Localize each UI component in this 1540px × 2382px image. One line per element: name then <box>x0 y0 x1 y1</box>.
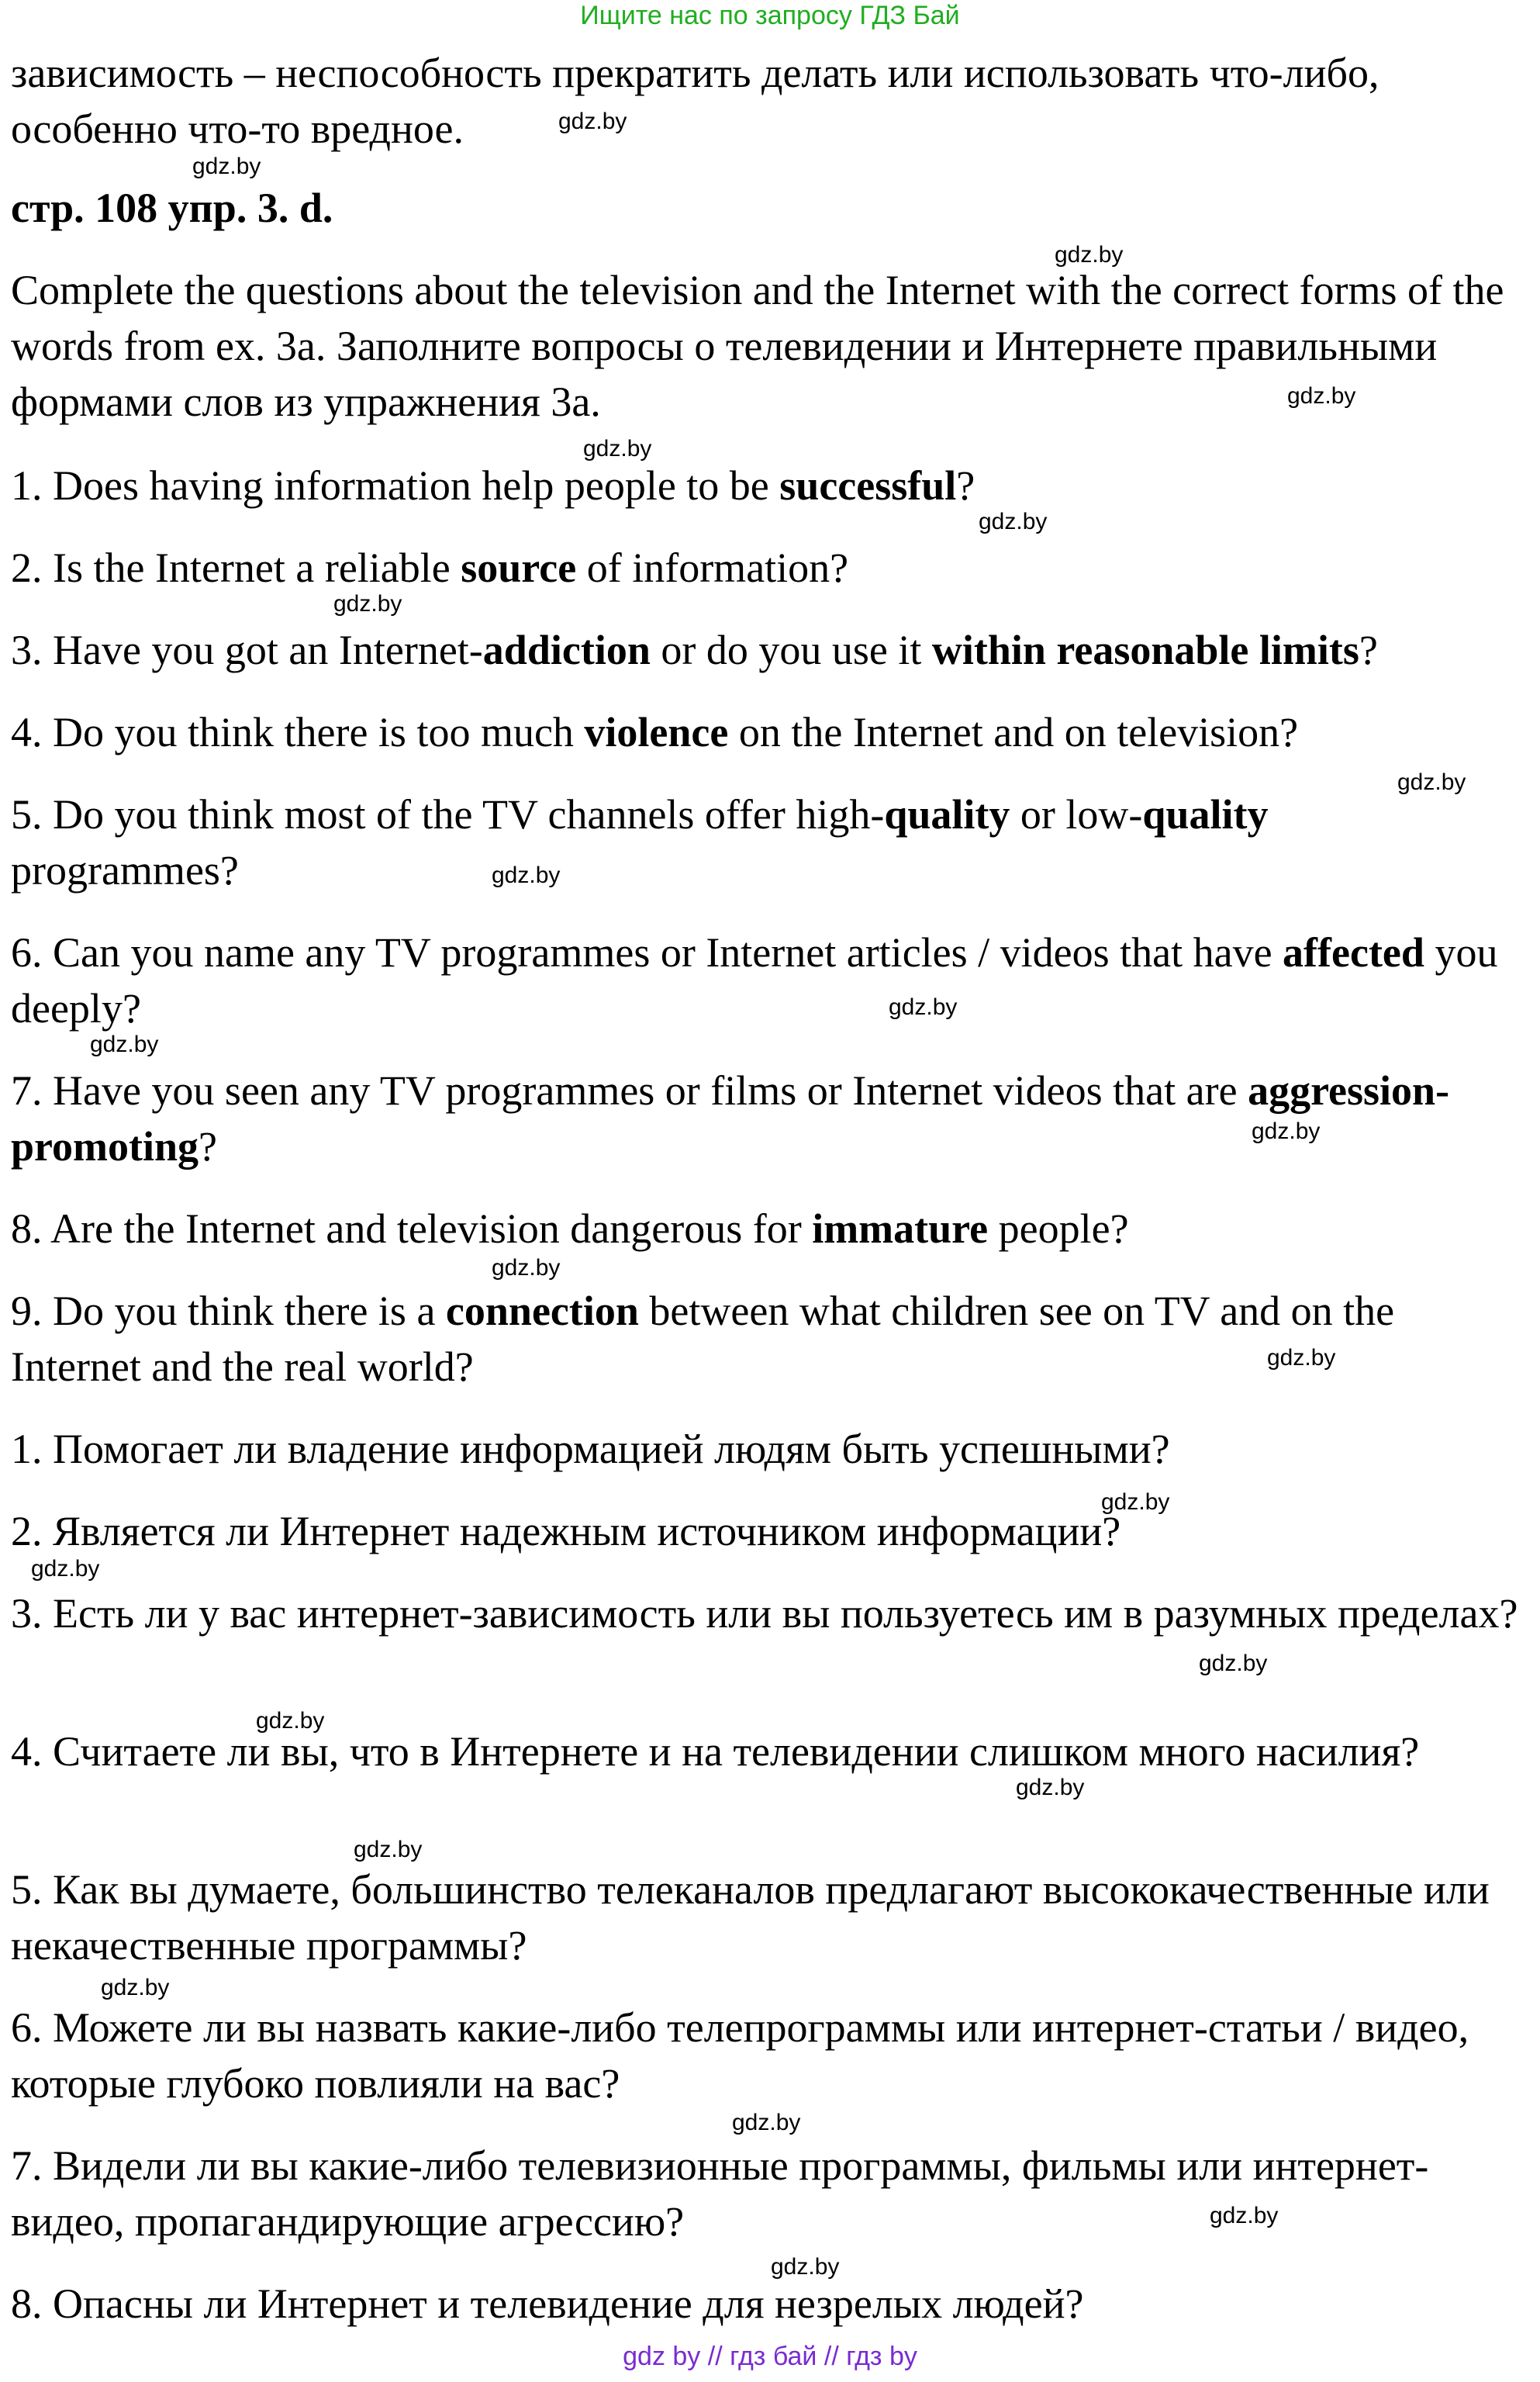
question-ru-1: 1. Помогает ли владение информацией людям быть успешными? <box>11 1426 1170 1472</box>
question-en-3: 3. Have you got an Internet-addiction or do you use it within reasonable limits? <box>11 627 1378 673</box>
question-ru-4: 4. Считаете ли вы, что в Интернете и на телевидении слишком много насилия? <box>11 1728 1420 1775</box>
watermark: gdz.by <box>256 1708 325 1734</box>
question-ru-3: 3. Есть ли у вас интернет-зависимость или вы пользуетесь им в разумных пределах? <box>11 1590 1518 1637</box>
key-word: quality <box>1142 791 1269 838</box>
question-en-2: 2. Is the Internet a reliable source of information? <box>11 545 849 591</box>
question-ru-5: 5. Как вы думаете, большинство телеканалов предлагают высококачественные или некачественные программы? <box>11 1866 1490 1969</box>
key-word: connection <box>445 1288 639 1334</box>
watermark: gdz.by <box>1287 383 1356 409</box>
watermark: gdz.by <box>1016 1775 1085 1800</box>
watermark: gdz.by <box>354 1837 423 1862</box>
watermark: gdz.by <box>90 1032 159 1057</box>
watermark: gdz.by <box>1101 1489 1170 1515</box>
watermark: gdz.by <box>1055 242 1124 268</box>
key-word: within reasonable limits <box>931 627 1359 673</box>
watermark: gdz.by <box>492 863 561 888</box>
question-en-5: 5. Do you think most of the TV channels offer high-quality or low-quality programmes? <box>11 791 1269 894</box>
watermark: gdz.by <box>583 436 652 462</box>
intro-text: зависимость – неспособность прекратить делать или использовать что-либо, особенно что-то вредное. <box>11 50 1379 152</box>
key-word: aggression-promoting <box>11 1067 1450 1170</box>
watermark: gdz.by <box>101 1975 170 2000</box>
question-en-8: 8. Are the Internet and television dangerous for immature people? <box>11 1205 1129 1252</box>
watermark: gdz.by <box>333 591 402 617</box>
question-en-7: 7. Have you seen any TV programmes or films or Internet videos that are aggression-promoting? <box>11 1067 1450 1170</box>
question-ru-8: 8. Опасны ли Интернет и телевидение для незрелых людей? <box>11 2280 1084 2327</box>
watermark: gdz.by <box>1210 2203 1279 2228</box>
watermark: gdz.by <box>979 509 1048 534</box>
key-word: immature <box>812 1205 989 1252</box>
question-ru-7: 7. Видели ли вы какие-либо телевизионные программы, фильмы или интернет-видео, пропагандирующие агрессию? <box>11 2142 1429 2245</box>
question-ru-6: 6. Можете ли вы назвать какие-либо телепрограммы или интернет-статьи / видео, которые глубоко повлияли на вас? <box>11 2004 1469 2107</box>
key-word: violence <box>584 709 729 755</box>
watermark: gdz.by <box>1252 1118 1321 1144</box>
key-word: source <box>461 545 577 591</box>
key-word: successful <box>779 462 957 509</box>
task-instructions: Complete the questions about the television and the Internet with the correct forms of the words from ex. 3a. Заполните вопросы о телевидении и Интернете правильными формами слов из упражнения 3a. <box>11 267 1504 425</box>
watermark: gdz.by <box>558 109 627 134</box>
watermark: gdz.by <box>192 154 261 179</box>
site-footer: gdz by // гдз бай // гдз by <box>623 2342 917 2371</box>
watermark: gdz.by <box>492 1255 561 1281</box>
question-en-9: 9. Do you think there is a connection between what children see on TV and on the Internet and the real world? <box>11 1288 1395 1390</box>
key-word: quality <box>884 791 1010 838</box>
site-banner: Ищите нас по запросу ГДЗ Бай <box>580 1 960 30</box>
watermark: gdz.by <box>1199 1651 1268 1676</box>
watermark: gdz.by <box>732 2110 801 2135</box>
question-en-4: 4. Do you think there is too much violence on the Internet and on television? <box>11 709 1299 755</box>
watermark: gdz.by <box>771 2254 840 2280</box>
watermark: gdz.by <box>31 1556 100 1582</box>
question-en-6: 6. Can you name any TV programmes or Internet articles / videos that have affected you deeply? <box>11 929 1498 1032</box>
watermark: gdz.by <box>1267 1345 1336 1371</box>
task-heading: стр. 108 упр. 3. d. <box>11 185 333 231</box>
watermark: gdz.by <box>889 994 958 1020</box>
watermark: gdz.by <box>1397 769 1466 795</box>
question-ru-2: 2. Является ли Интернет надежным источником информации? <box>11 1508 1121 1554</box>
key-word: addiction <box>482 627 651 673</box>
question-en-1: 1. Does having information help people to be successful? <box>11 462 975 509</box>
key-word: affected <box>1283 929 1424 976</box>
